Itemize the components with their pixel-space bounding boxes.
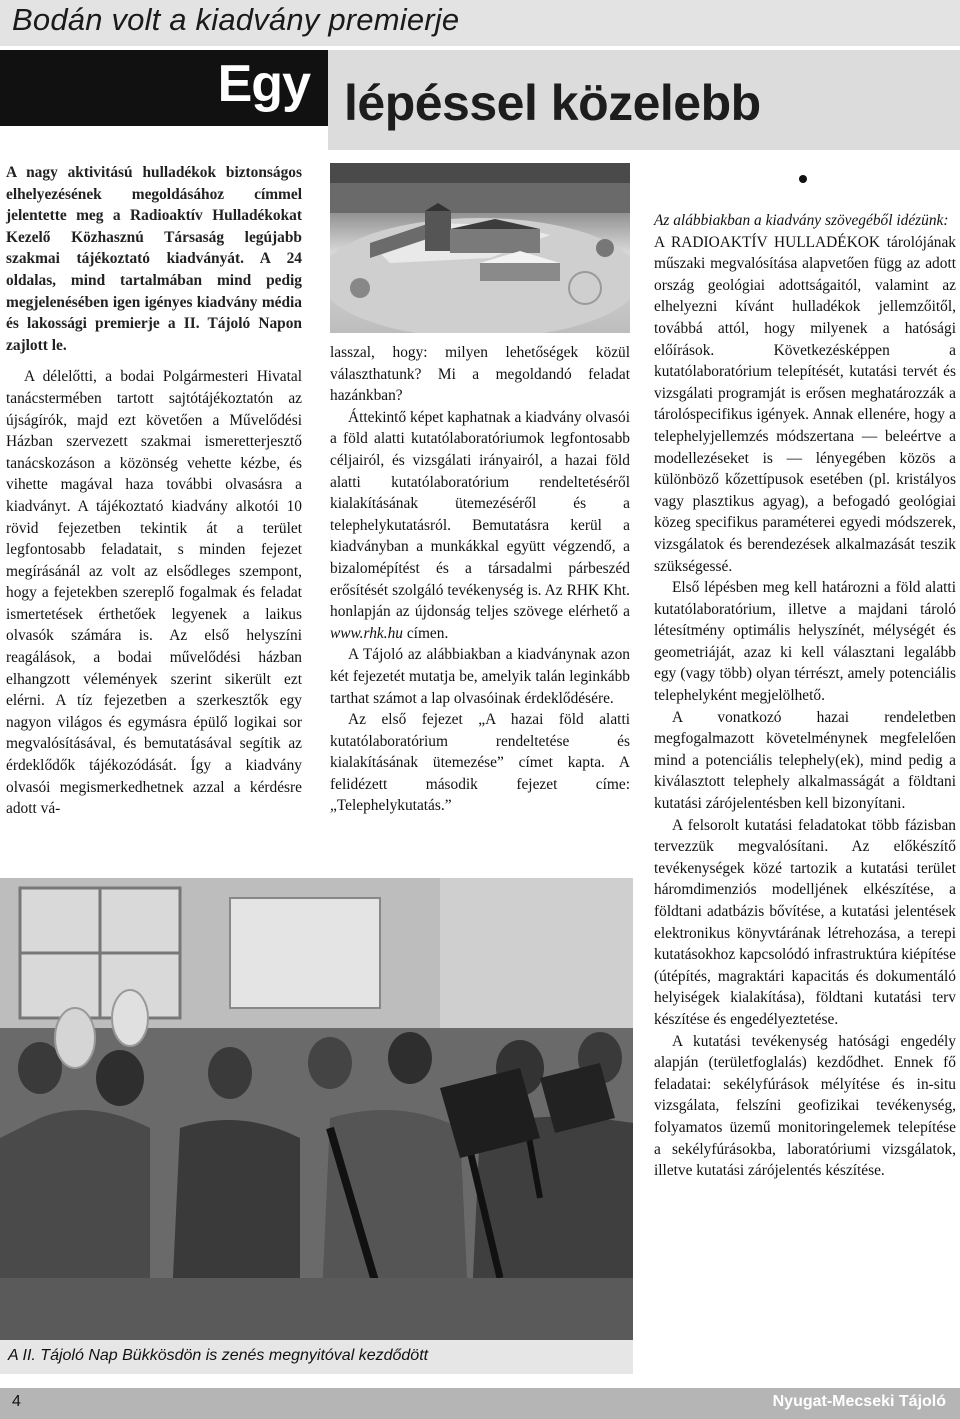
page-number: 4 (12, 1393, 21, 1410)
col3-paragraph-4: A felsorolt kutatási feladatokat több fázisban tervezzük megvalósítani. Az előkészítő tevékenységek közé tartozik a kutatási terület háromdimenziós modelljének elkészítése, a földtani adatbázis bővítése, a kutatási jelentések elektronikus könyvtárának létrehozása, a terepi kutatásokhoz kapcsolódó infrastruktúra kiépítése (útépítés, magraktári kapacitás és dokumentáló helyiségek kialakítása), földtani kutatási terv készítése és engedélyeztetése. (654, 816, 956, 1028)
article-column-2 (330, 342, 630, 817)
col2-paragraph-4: Az első fejezet „A hazai föld alatti kutatólaboratórium rendeltetése és kialakításának ütemezése” címet kapta. A felidézett második fejezet címe: „Telephelykutatás.” (330, 711, 630, 815)
section-header-bar (0, 0, 960, 46)
col3-paragraph-5: A kutatási tevékenység hatósági engedély alapján (területfoglalás) kezdődhet. Ennek fő feladatai: sekélyfúrások mélyítése és in-situ vizsgálata, felszíni geofizikai tevékenység, folyamatos üzemű monitoringelemek telepítése a sekélyfúrásokba, laboratóriumi vizsgálatok, illetve kutatási zárójelentés készítése. (654, 1032, 956, 1180)
page-footer (0, 1388, 960, 1419)
body-paragraph: A délelőtti, a bodai Polgármesteri Hivatal tanácstermében tartott sajtótájékoztatón az újságírók, majd ezt követően a Művelődési Házban szervezett szakmai ismeretterjesztő tanácskozáson a közönség vehette kézbe, és vihette magával haza további olvasásra a kiadványt. A tájékoztató kiadvány alkotói 10 rövid fejezetben tekintik át a terület legfontosabb feladatait, s minden fejezet megírásánál az volt az elsődleges szempont, hogy a fejetekben szereplő fogalmak és feladat ismertetések érthetőek legyenek a laikus olvasók számára is. Az első helyszíni reagálások, a bodai művelődési házban elhangzott vélemények szerint sikerült ezt elérni. A tíz fejezetben a szerkesztők egy nagyon világos és egymásra épülő logikai sor megvalósításával, és bemutatásával segítik az érdeklődők tájékozódását. Így a kiadvány olvasói megismerkedhetnek azzal a kérdésre adott vá- (6, 368, 302, 818)
col3-paragraph-2: Első lépésben meg kell határozni a föld alatti kutatólaboratórium, illetve a majdani tároló létesítmény optimális helyszínét, mélységét és geometriáját, azaz ki kell választani legalább egy (vagy több) olyan térrészt, amely potenciális telephelyként megjelölhető. (654, 579, 956, 705)
building-illustration (330, 163, 630, 333)
quote-intro: Az alábbiakban a kiadvány szövegéből idézünk: (654, 212, 949, 229)
bullet-dot (799, 175, 807, 183)
photo-caption: A II. Tájoló Nap Bükkösdön is zenés megnyitóval kezdődött (8, 1347, 429, 1364)
photo-caption-bar (0, 1340, 633, 1374)
col3-paragraph-1 (654, 232, 956, 578)
section-title: Bodán volt a kiadvány premierje (12, 2, 460, 37)
publication-name: Nyugat-Mecseki Tájoló (772, 1393, 946, 1410)
orchestra-photo (0, 878, 633, 1346)
col2-paragraph-3: A Tájoló az alábbiakban a kiadványnak azon két fejezetét mutatja be, amelyik talán leginkább tarthat számot a lap olvasóinak érdeklődésére. (330, 646, 630, 707)
col3-paragraph-3: A vonatkozó hazai rendeletben megfogalmazott követelménynek megfelelően mind a potenciális telephely(ek), mind pedig a kiválasztott telephely alkalmasságát a földtani kutatási zárójelentésben kell bizonyítani. (654, 708, 956, 813)
col2-paragraph-1: lasszal, hogy: milyen lehetőségek közül választhatunk? Mi a megoldandó feladat hazánkban? (330, 344, 630, 405)
building-photo (330, 163, 630, 333)
col3-paragraph-1-text: tárolójának műszaki megvalósítása alapvetően függ az adott ország geológiai adottságaitól, valamint az elhelyezni kívánt hulladékok jellemzőitől, továbbá attól, hogy milyenek a hatósági előírások. Következésképpen a kutatólaboratórium telepítését, kutatási tervét és vizsgálati programját is erősen meghatározzák a tárolóspecifikus igények. Annak ellenére, hogy a telephelyjellemzés módszertana — beleértve a modellezéseket is — lényegében közös a különböző kőzettípusok esetében (pl. kristályos vagy plasztikus agyag), a befogadó geológiai közeg specifikus paraméterei egyedi módszerek, vizsgálatok és berendezések alkalmazását teszik szükségessé. (654, 233, 956, 575)
col2-paragraph-2 (330, 407, 630, 645)
caps-lead: A RADIOAKTÍV HULLADÉKOK (654, 233, 881, 251)
website-link[interactable]: www.rhk.hu (330, 624, 403, 642)
lead-paragraph: A nagy aktivitású hulladékok biztonságos elhelyezésének megoldásához címmel jelentette meg a Radioaktív Hulladékokat Kezelő Közhasznú Társaság legújabb szakmai tájékoztató kiadványát. A 24 oldalas, mind tartalmában mind pedig megjelenésében igen igényes kiadvány média és lakossági premierje a II. Tájoló Napon zajlott le. (6, 164, 302, 354)
col2-paragraph-2-text: Áttekintő képet kaphatnak a kiadvány olvasói a föld alatti kutatólaboratóriumok legfontosabb céljairól, és vizsgálati irányairól, a hazai föld alatti kutatólaboratórium rendeltetéséről kialakításának ütemezéséről és a telephelykutatásról. Bemutatásra kerül a kiadványban a munkákkal együtt végzendő, a bizalomépítést és a társadalmi párbeszéd erősítését szolgáló tevékenység is. Az RHK Kht. honlapján az újdonság teljes szövege elérhető a (330, 408, 630, 621)
headline-box (0, 50, 328, 126)
headline-first-word: Egy (217, 55, 310, 113)
col2-paragraph-2-end: címen. (406, 624, 449, 642)
headline-rest: lépéssel közelebb (344, 75, 761, 131)
orchestra-illustration (0, 878, 633, 1340)
article-column-3 (654, 210, 956, 1182)
article-column-1 (6, 162, 302, 820)
